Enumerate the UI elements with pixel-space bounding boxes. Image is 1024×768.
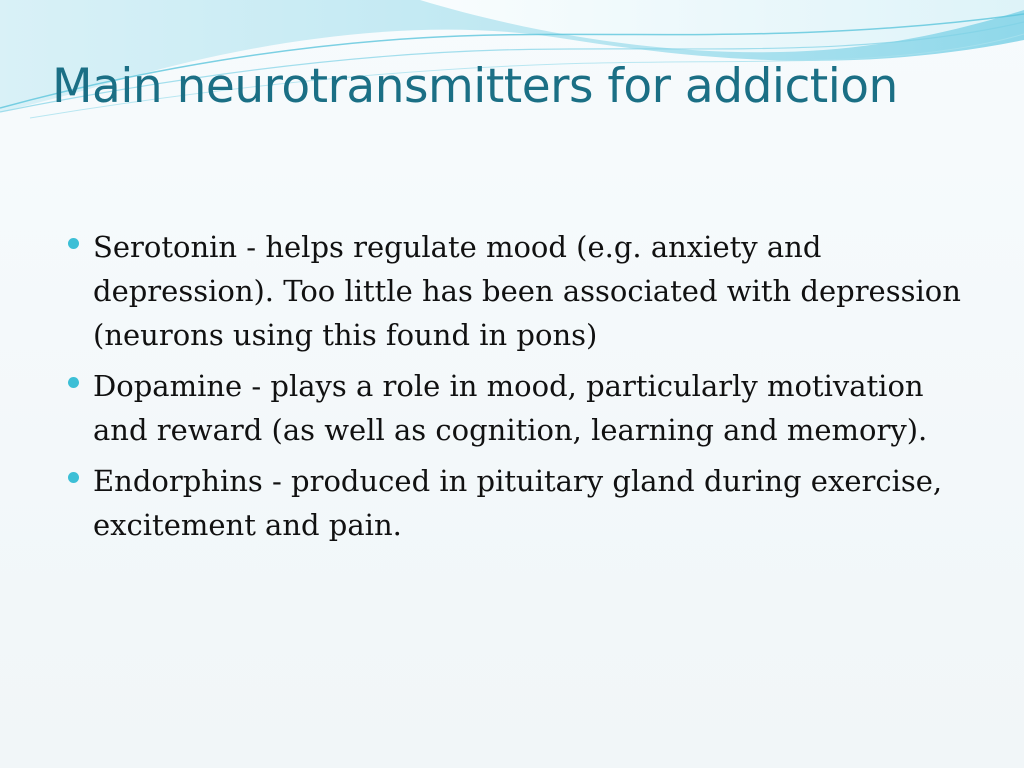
bullet-text: Endorphins - produced in pituitary gland during exercise, excitement and pain. <box>93 464 943 542</box>
bullet-dot-icon <box>68 472 79 483</box>
slide-title: Main neurotransmitters for addiction <box>52 59 898 114</box>
bullet-text: Dopamine - plays a role in mood, particularly motivation and reward (as well as cognition, learning and memory). <box>93 369 928 447</box>
bullet-item-serotonin <box>68 225 968 357</box>
bullet-text: Serotonin - helps regulate mood (e.g. anxiety and depression). Too little has been associated with depression (neurons using this found in pons) <box>93 230 961 352</box>
bullet-dot-icon <box>68 238 79 249</box>
bullet-dot-icon <box>68 377 79 388</box>
bullet-list <box>68 225 968 554</box>
bullet-item-endorphins <box>68 459 968 547</box>
bullet-item-dopamine <box>68 364 968 452</box>
